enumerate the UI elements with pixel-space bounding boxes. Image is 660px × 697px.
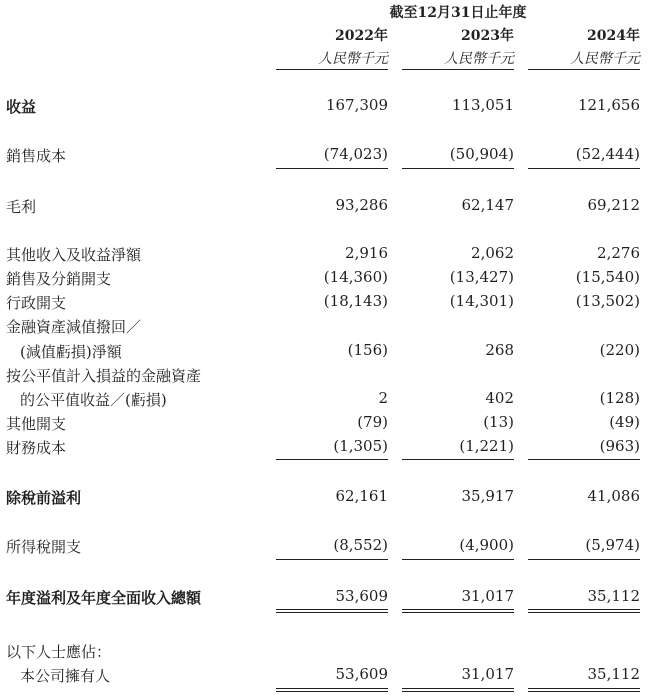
row-attributable-heading (0, 641, 660, 661)
subtotal-rule (276, 168, 388, 169)
subtotal-rule (276, 459, 388, 460)
row-value-2024: (15,540) (575, 268, 640, 286)
row-label: 金融資產減值撥回／ (6, 318, 142, 336)
subtotal-rule (402, 168, 514, 169)
row-value-2023: 268 (485, 341, 514, 359)
row-other-expenses (0, 413, 660, 433)
row-label: 其他收入及收益淨額 (6, 246, 142, 264)
row-label: 其他開支 (6, 415, 67, 433)
row-label: 本公司擁有人 (20, 667, 111, 685)
row-label: 財務成本 (6, 439, 67, 457)
total-double-rule (528, 688, 640, 692)
row-revenue (0, 96, 660, 116)
row-administrative (0, 292, 660, 312)
total-double-rule (528, 609, 640, 613)
total-double-rule (276, 609, 388, 613)
row-value-2022: 62,161 (335, 487, 388, 505)
row-label: 收益 (6, 98, 37, 116)
row-cost-of-sales (0, 145, 660, 165)
row-value-2023: 2,062 (471, 244, 514, 262)
year-2023-heading: 2023年 (461, 28, 514, 44)
row-value-2023: (14,301) (449, 292, 514, 310)
row-label: (減值虧損)淨額 (20, 343, 122, 361)
row-value-2022: (14,360) (323, 268, 388, 286)
row-impairment-heading (0, 316, 660, 336)
row-value-2023: (1,221) (459, 437, 514, 455)
row-value-2023: (50,904) (449, 145, 514, 163)
row-value-2022: 2,916 (345, 244, 388, 262)
row-value-2023: 113,051 (451, 96, 514, 114)
row-value-2024: 121,656 (577, 96, 640, 114)
row-profit-before-tax (0, 487, 660, 507)
row-value-2022: (1,305) (333, 437, 388, 455)
row-owners-of-company (0, 665, 660, 685)
row-value-2023: 31,017 (461, 587, 514, 605)
total-double-rule (402, 688, 514, 692)
row-value-2024: (52,444) (575, 145, 640, 163)
row-value-2022: 2 (378, 389, 388, 407)
row-value-2023: (4,900) (459, 536, 514, 554)
row-label: 所得稅開支 (6, 538, 82, 556)
row-value-2024: 35,112 (587, 665, 640, 683)
row-value-2023: 31,017 (461, 665, 514, 683)
row-value-2024: 2,276 (597, 244, 640, 262)
row-label: 按公平值計入損益的金融資產 (6, 367, 202, 385)
row-impairment-net (0, 341, 660, 361)
row-value-2022: (8,552) (333, 536, 388, 554)
row-value-2024: (128) (599, 389, 640, 407)
subtotal-rule (276, 559, 388, 560)
row-profit-for-year (0, 587, 660, 607)
row-label: 年度溢利及年度全面收入總額 (6, 589, 202, 607)
row-label: 行政開支 (6, 294, 67, 312)
row-value-2024: (13,502) (575, 292, 640, 310)
row-value-2022: 53,609 (335, 587, 388, 605)
subtotal-rule (402, 459, 514, 460)
unit-2023: 人民幣千元 (444, 51, 514, 67)
row-finance-costs (0, 437, 660, 457)
row-gross-profit (0, 196, 660, 216)
row-value-2024: 41,086 (587, 487, 640, 505)
row-value-2024: (49) (609, 413, 640, 431)
row-value-2023: 62,147 (461, 196, 514, 214)
row-fvtpl-gain (0, 389, 660, 409)
row-value-2022: 53,609 (335, 665, 388, 683)
row-selling-distribution (0, 268, 660, 288)
row-value-2024: (5,974) (585, 536, 640, 554)
row-label: 的公平值收益／(虧損) (20, 391, 167, 409)
row-label: 以下人士應佔： (6, 643, 112, 661)
row-value-2023: 35,917 (461, 487, 514, 505)
subtotal-rule (402, 559, 514, 560)
subtotal-rule (528, 559, 640, 560)
row-value-2022: (79) (357, 413, 388, 431)
period-heading: 截至12月31日止年度 (389, 5, 527, 21)
total-double-rule (276, 688, 388, 692)
row-label: 除稅前溢利 (6, 489, 82, 507)
row-label: 銷售及分銷開支 (6, 270, 112, 288)
row-label: 銷售成本 (6, 147, 67, 165)
row-value-2022: (18,143) (323, 292, 388, 310)
row-income-tax (0, 536, 660, 556)
subtotal-rule (528, 459, 640, 460)
total-double-rule (402, 609, 514, 613)
row-value-2024: 69,212 (587, 196, 640, 214)
row-value-2024: (963) (599, 437, 640, 455)
header-underline-2024 (528, 69, 640, 70)
row-other-income (0, 244, 660, 264)
row-value-2023: (13,427) (449, 268, 514, 286)
year-2024-heading: 2024年 (587, 28, 640, 44)
row-value-2022: 167,309 (325, 96, 388, 114)
row-value-2022: 93,286 (335, 196, 388, 214)
row-label: 毛利 (6, 198, 37, 216)
row-value-2022: (74,023) (323, 145, 388, 163)
row-value-2023: (13) (483, 413, 514, 431)
row-value-2024: 35,112 (587, 587, 640, 605)
row-value-2024: (220) (599, 341, 640, 359)
row-value-2022: (156) (347, 341, 388, 359)
unit-2024: 人民幣千元 (570, 51, 640, 67)
subtotal-rule (528, 168, 640, 169)
header-underline-2023 (402, 69, 514, 70)
unit-2022: 人民幣千元 (318, 51, 388, 67)
row-fvtpl-heading (0, 365, 660, 385)
year-2022-heading: 2022年 (335, 28, 388, 44)
row-value-2023: 402 (485, 389, 514, 407)
header-underline-2022 (276, 69, 388, 70)
